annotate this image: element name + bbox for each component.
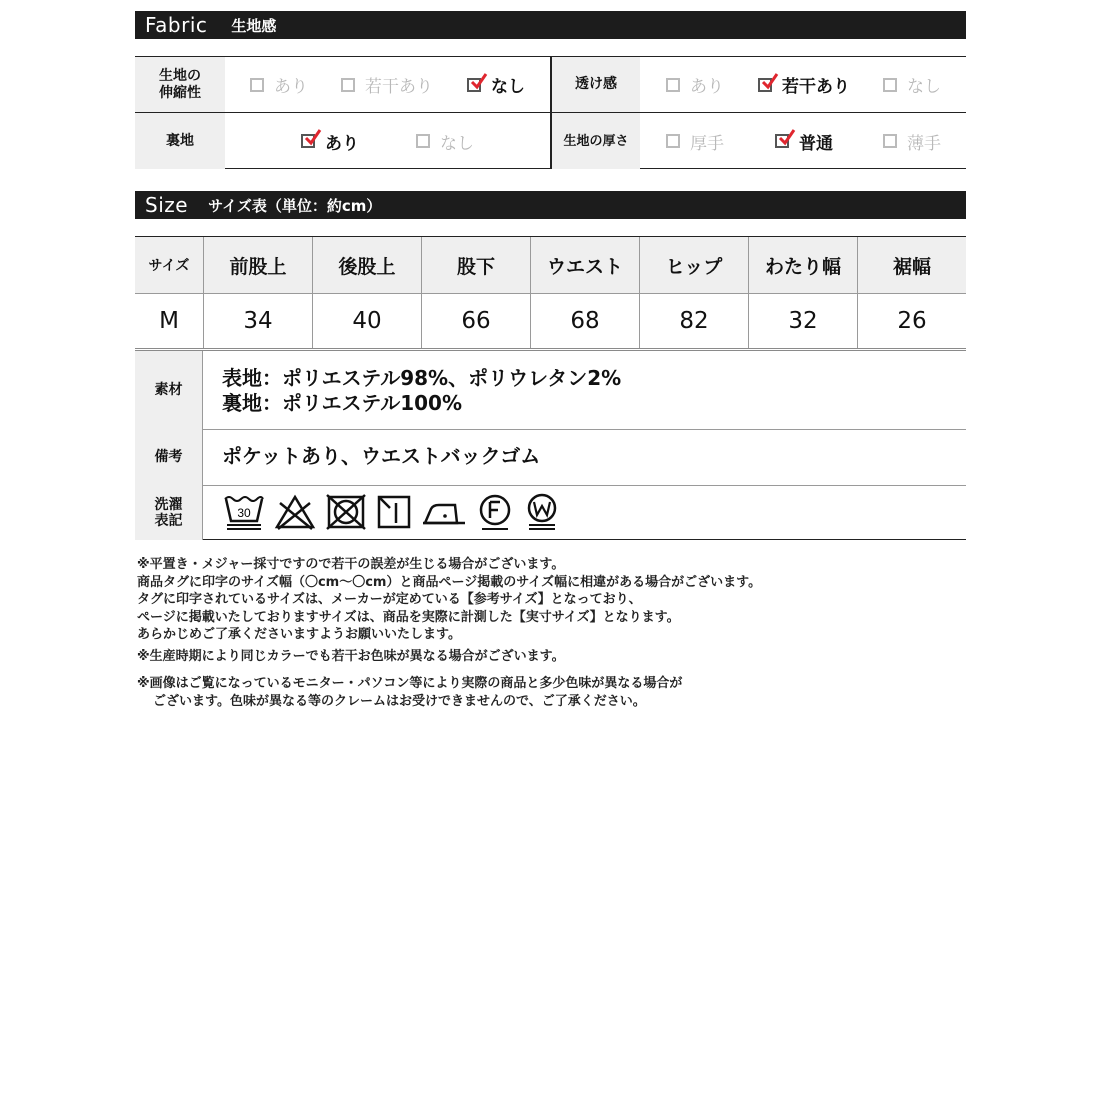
- size-value-cell: 34: [204, 293, 313, 349]
- material-label: 素材: [135, 351, 203, 429]
- thickness-option-1: 厚手: [666, 113, 724, 169]
- fabric-row-1: [135, 57, 966, 113]
- info-table: [135, 348, 966, 540]
- care-row: [135, 485, 966, 540]
- size-header-cell: 裾幅: [858, 237, 966, 293]
- size-header-ja: サイズ表（単位：約cm）: [208, 196, 382, 215]
- size-header-cell: 後股上: [313, 237, 422, 293]
- checkbox-icon: [250, 78, 264, 92]
- no-bleach-icon: [274, 493, 316, 531]
- no-tumble-dry-icon: [325, 493, 367, 531]
- dry-clean-f-icon: [476, 493, 514, 531]
- footnote: ※平置き・メジャー採寸ですので若干の誤差が生じる場合がございます。: [137, 557, 565, 572]
- size-value-cell: 26: [897, 308, 927, 334]
- checkbox-icon: [666, 78, 680, 92]
- lining-option-2: なし: [416, 113, 474, 169]
- size-header-cell: サイズ: [135, 237, 204, 293]
- lining-option-1: あり: [301, 113, 359, 169]
- sheerness-option-3: なし: [883, 57, 941, 112]
- stretch-option-2: 若干あり: [341, 57, 433, 112]
- size-value-cell: 68: [531, 293, 640, 349]
- material-text: 表地：ポリエステル98%、ポリウレタン2% 裏地：ポリエステル100%: [222, 366, 622, 415]
- size-header-en: Size: [145, 193, 189, 217]
- size-header-cell: ヒップ: [640, 237, 749, 293]
- checkbox-icon: [341, 78, 355, 92]
- checkbox-icon: [883, 78, 897, 92]
- size-header-cell: わたり幅: [749, 237, 858, 293]
- iron-low-icon: [421, 493, 467, 531]
- size-header-cell: 前股上: [204, 237, 313, 293]
- size-table: [135, 236, 966, 348]
- fabric-row-2: [135, 113, 966, 169]
- footnotes-block-2: [137, 648, 565, 666]
- checked-checkbox-icon: [775, 134, 789, 148]
- footnote: ページに掲載いたしておりますサイズは、商品を実際に計測した【実寸サイズ】となります。: [137, 609, 680, 625]
- fabric-table: [135, 56, 966, 169]
- footnotes-block-1: [137, 556, 761, 644]
- footnote: ございます。色味が異なる等のクレームはお受けできませんので、ご了承ください。: [153, 693, 646, 709]
- size-header-cell: 股下: [422, 237, 531, 293]
- footnote: タグに印字されているサイズは、メーカーが定めている【参考サイズ】となっており、: [137, 592, 642, 607]
- line-dry-shade-icon: [376, 493, 412, 531]
- sheerness-option-2: 若干あり: [758, 57, 850, 112]
- stretch-label: 生地の 伸縮性: [135, 57, 225, 112]
- care-icons: [223, 493, 561, 531]
- footnotes-block-3: [137, 675, 682, 710]
- sheerness-option-1: あり: [666, 57, 724, 112]
- size-value-cell: 82: [640, 293, 749, 349]
- footnote: 商品タグに印字のサイズ幅（〇cm～〇cm）と商品ページ掲載のサイズ幅に相違がある場合がございます。: [137, 574, 762, 590]
- thickness-label: 生地の厚さ: [552, 113, 640, 169]
- notes-label: 備考: [135, 429, 203, 485]
- footnote: あらかじめご了承くださいますようお願いいたします。: [137, 627, 461, 642]
- care-label: 洗濯 表記: [135, 485, 203, 540]
- svg-text:30: 30: [237, 506, 251, 520]
- size-header: [135, 191, 966, 219]
- lining-label: 裏地: [135, 113, 225, 169]
- checked-checkbox-icon: [301, 134, 315, 148]
- size-header-cell: ウエスト: [531, 237, 640, 293]
- size-value-cell: 32: [749, 293, 858, 349]
- fabric-header: [135, 11, 966, 39]
- size-value-cell: 66: [422, 293, 531, 349]
- size-value-cell: M: [135, 293, 204, 349]
- stretch-option-3: なし: [467, 57, 525, 112]
- footnote: ※画像はご覧になっているモニター・パソコン等により実際の商品と多少色味が異なる場合が: [137, 676, 683, 691]
- fabric-header-en: Fabric: [145, 13, 208, 37]
- material-row: [135, 351, 966, 429]
- thickness-option-3: 薄手: [883, 113, 941, 169]
- checkbox-icon: [416, 134, 430, 148]
- notes-row: [135, 429, 966, 485]
- wash-30-icon: [223, 493, 265, 531]
- size-value-cell: 40: [313, 293, 422, 349]
- checked-checkbox-icon: [758, 78, 772, 92]
- wet-clean-w-icon: [523, 493, 561, 531]
- sheerness-label: 透け感: [552, 57, 640, 112]
- footnote: ※生産時期により同じカラーでも若干お色味が異なる場合がございます。: [137, 649, 565, 664]
- stretch-option-1: あり: [250, 57, 308, 112]
- notes-text: ポケットあり、ウエストバックゴム: [222, 444, 541, 468]
- fabric-header-ja: 生地感: [231, 16, 277, 35]
- thickness-option-2: 普通: [775, 113, 833, 169]
- checkbox-icon: [883, 134, 897, 148]
- checkbox-icon: [666, 134, 680, 148]
- checked-checkbox-icon: [467, 78, 481, 92]
